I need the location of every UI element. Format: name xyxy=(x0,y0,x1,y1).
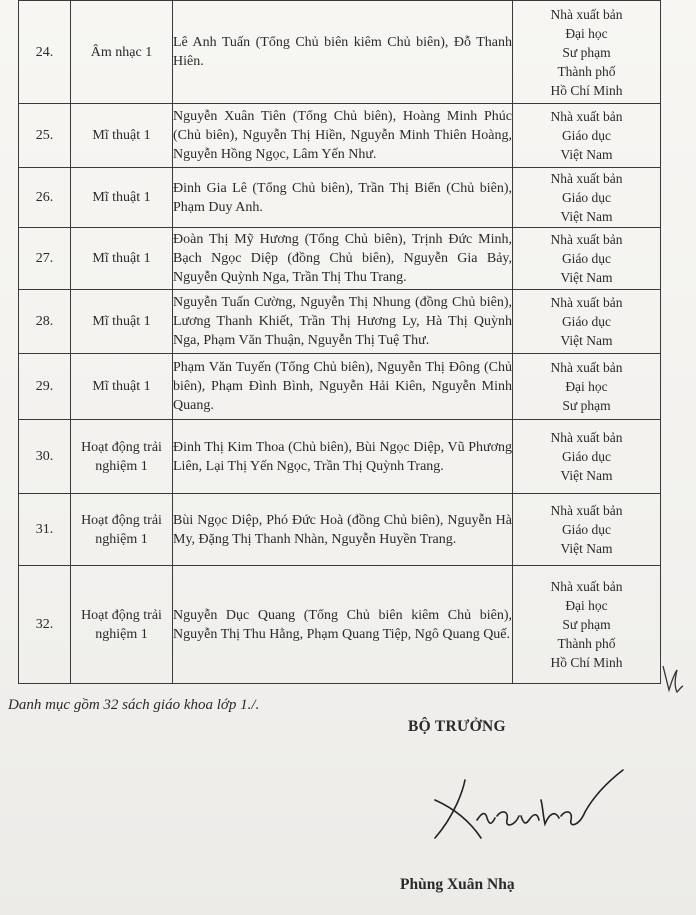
table-row xyxy=(19,104,661,168)
row-authors: Đinh Gia Lê (Tổng Chủ biên), Trần Thị Biển (Chủ biên), Phạm Duy Anh. xyxy=(173,168,513,228)
row-authors: Lê Anh Tuấn (Tổng Chủ biên kiêm Chủ biên), Đỗ Thanh Hiên. xyxy=(173,1,513,104)
publisher-line: Đại học xyxy=(565,379,608,394)
publisher-line: Thành phố xyxy=(557,63,616,79)
publisher-line: Đại học xyxy=(565,25,608,41)
publisher-line: Nhà xuất bản xyxy=(550,171,623,186)
row-publisher xyxy=(513,104,661,168)
row-number: 27. xyxy=(19,228,71,290)
row-number: 30. xyxy=(19,420,71,494)
textbook-list-table xyxy=(18,0,661,684)
row-number: 28. xyxy=(19,290,71,354)
publisher-line: Giáo dục xyxy=(561,449,612,464)
table-row xyxy=(19,168,661,228)
publisher-line: Nhà xuất bản xyxy=(550,109,623,124)
publisher-line: Giáo dục xyxy=(561,128,612,143)
row-subject: Hoạt động trải nghiệm 1 xyxy=(71,420,173,494)
row-authors: Đoàn Thị Mỹ Hương (Tổng Chủ biên), Trịnh Đức Minh, Bạch Ngọc Diệp (đồng Chủ biên), Nguyễn Gia Bảy, Nguyễn Quỳnh Nga, Trần Thị Thu Trang. xyxy=(173,228,513,290)
row-authors: Bùi Ngọc Diệp, Phó Đức Hoà (đồng Chủ biên), Nguyễn Hà My, Đặng Thị Thanh Nhàn, Nguyễn Huyền Trang. xyxy=(173,494,513,566)
row-subject: Âm nhạc 1 xyxy=(71,1,173,104)
publisher-line: Sư phạm xyxy=(562,398,611,413)
row-authors: Nguyễn Tuấn Cường, Nguyễn Thị Nhung (đồng Chủ biên), Lương Thanh Khiết, Trần Thị Hương Ly, Hà Thị Quỳnh Nga, Phạm Văn Thuận, Nguyễn Thị Tuệ Thư. xyxy=(173,290,513,354)
publisher-line: Việt Nam xyxy=(560,147,613,162)
publisher-line: Nhà xuất bản xyxy=(550,503,623,518)
row-number: 25. xyxy=(19,104,71,168)
signature xyxy=(425,760,625,850)
initials-mark xyxy=(657,660,687,700)
textbook-list-body xyxy=(19,1,661,684)
row-number: 29. xyxy=(19,354,71,420)
table-row xyxy=(19,1,661,104)
publisher-line: Việt Nam xyxy=(560,468,613,483)
publisher-line: Nhà xuất bản xyxy=(550,232,623,247)
table-row xyxy=(19,420,661,494)
row-publisher xyxy=(513,566,661,684)
row-publisher xyxy=(513,354,661,420)
row-subject: Mĩ thuật 1 xyxy=(71,228,173,290)
publisher-line: Việt Nam xyxy=(560,541,613,556)
publisher-line: Việt Nam xyxy=(560,209,613,224)
row-subject: Mĩ thuật 1 xyxy=(71,290,173,354)
row-publisher xyxy=(513,168,661,228)
catalog-note: Danh mục gồm 32 sách giáo khoa lớp 1./. xyxy=(8,697,260,713)
row-authors: Phạm Văn Tuyến (Tổng Chủ biên), Nguyễn Thị Đông (Chủ biên), Phạm Đình Bình, Nguyễn Hải Kiên, Nguyễn Minh Quang. xyxy=(173,354,513,420)
row-subject: Hoạt động trải nghiệm 1 xyxy=(71,494,173,566)
row-subject: Mĩ thuật 1 xyxy=(71,104,173,168)
table-row xyxy=(19,228,661,290)
row-publisher xyxy=(513,494,661,566)
publisher-line: Hồ Chí Minh xyxy=(550,82,623,98)
signer-title: BỘ TRƯỞNG xyxy=(408,718,506,735)
row-number: 31. xyxy=(19,494,71,566)
publisher-line: Việt Nam xyxy=(560,270,613,285)
table-row xyxy=(19,566,661,684)
row-number: 32. xyxy=(19,566,71,684)
publisher-line: Giáo dục xyxy=(561,251,612,266)
publisher-line: Nhà xuất bản xyxy=(550,430,623,445)
publisher-line: Nhà xuất bản xyxy=(550,579,623,594)
publisher-line: Thành phố xyxy=(557,636,616,651)
publisher-line: Nhà xuất bản xyxy=(550,6,623,22)
publisher-line: Giáo dục xyxy=(561,190,612,205)
publisher-line: Sư phạm xyxy=(562,44,611,60)
row-subject: Hoạt động trải nghiệm 1 xyxy=(71,566,173,684)
row-publisher xyxy=(513,290,661,354)
publisher-line: Đại học xyxy=(565,598,608,613)
row-publisher xyxy=(513,420,661,494)
row-authors: Nguyễn Xuân Tiên (Tổng Chủ biên), Hoàng Minh Phúc (Chủ biên), Nguyễn Thị Hiền, Nguyễn Minh Thiên Hoàng, Nguyễn Hồng Ngọc, Lâm Yến Như. xyxy=(173,104,513,168)
row-authors: Đinh Thị Kim Thoa (Chủ biên), Bùi Ngọc Diệp, Vũ Phương Liên, Lại Thị Yến Ngọc, Trần Thị Quỳnh Trang. xyxy=(173,420,513,494)
publisher-line: Việt Nam xyxy=(560,333,613,348)
publisher-line: Giáo dục xyxy=(561,522,612,537)
publisher-line: Sư phạm xyxy=(562,617,611,632)
table-row xyxy=(19,290,661,354)
publisher-line: Nhà xuất bản xyxy=(550,360,623,375)
row-subject: Mĩ thuật 1 xyxy=(71,168,173,228)
table-row xyxy=(19,354,661,420)
row-authors: Nguyễn Dục Quang (Tổng Chủ biên kiêm Chủ biên), Nguyễn Thị Thu Hằng, Phạm Quang Tiệp, Ngô Quang Quế. xyxy=(173,566,513,684)
row-publisher xyxy=(513,228,661,290)
row-subject: Mĩ thuật 1 xyxy=(71,354,173,420)
row-number: 24. xyxy=(19,1,71,104)
publisher-line: Giáo dục xyxy=(561,314,612,329)
publisher-line: Hồ Chí Minh xyxy=(550,655,623,670)
row-publisher xyxy=(513,1,661,104)
signer-name: Phùng Xuân Nhạ xyxy=(400,876,515,893)
publisher-line: Nhà xuất bản xyxy=(550,295,623,310)
row-number: 26. xyxy=(19,168,71,228)
table-row xyxy=(19,494,661,566)
